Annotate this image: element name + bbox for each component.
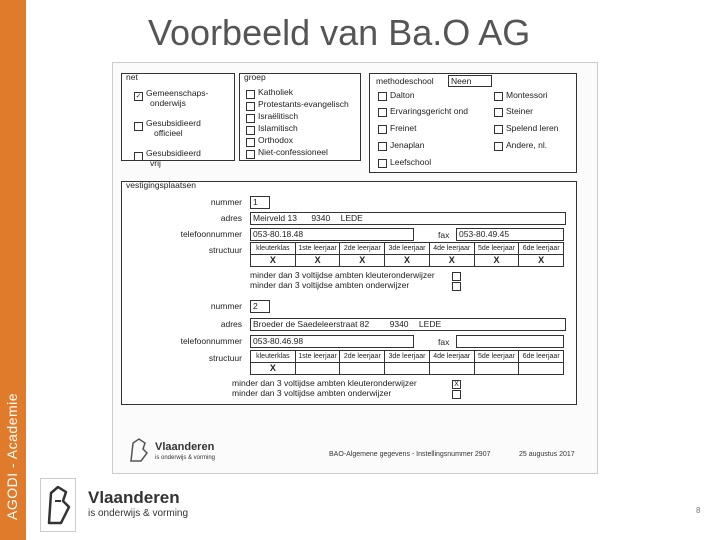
groep-label: groep [244, 72, 266, 82]
structuur-cell [385, 363, 429, 374]
methode-checkbox[interactable] [378, 142, 387, 151]
methode-checkbox[interactable] [378, 108, 387, 117]
methode-item: Jenaplan [390, 140, 425, 150]
logo-subtitle: is onderwijs & vorming [88, 508, 189, 519]
location-1-postcode: 9340 [311, 213, 331, 223]
structuur-header: 6de leerjaar [519, 243, 563, 255]
methode-checkbox[interactable] [494, 108, 503, 117]
adres-label: adres [220, 319, 242, 329]
structuur-cell [340, 363, 384, 374]
minder-kleuter-label: minder dan 3 voltijdse ambten kleuteronderwijzer [250, 270, 435, 280]
net-item-2b: officieel [154, 128, 183, 138]
location-1-telefoon: 053-80.18.48 [250, 228, 414, 241]
methode-item: Steiner [506, 106, 533, 116]
location-2-nummer: 2 [250, 300, 270, 313]
methode-item: Dalton [390, 90, 415, 100]
structuur-cell: X [404, 255, 411, 265]
location-2-postcode: 9340 [389, 319, 409, 329]
structuur-header: 4de leerjaar [430, 351, 474, 363]
lion-icon [40, 478, 76, 532]
location-1-adres: Meirveld 13 [253, 213, 297, 223]
structuur-cell: X [269, 255, 276, 265]
location-2-fax [456, 335, 564, 348]
structuur-cell: X [448, 255, 455, 265]
structuur-cell: X [359, 255, 366, 265]
location-2-minder-kleuter-checkbox[interactable]: X [452, 380, 461, 389]
location-2-adres: Broeder de Saedeleerstraat 82 [253, 319, 370, 329]
structuur-header: 4de leerjaar [430, 243, 474, 255]
form-footer-date: 25 augustus 2017 [519, 451, 575, 458]
location-1-minder-kleuter-checkbox[interactable] [452, 272, 461, 281]
location-1-gemeente: LEDE [340, 213, 363, 223]
fax-label: fax [438, 230, 450, 240]
location-2-telefoon: 053-80.46.98 [250, 335, 414, 348]
structuur-label: structuur [208, 353, 242, 363]
methode-checkbox[interactable] [378, 92, 387, 101]
groep-checkbox-6[interactable] [246, 150, 255, 159]
lion-icon [125, 435, 153, 465]
net-item-3: Gesubsidieerd [146, 148, 201, 158]
minder-kleuter-label: minder dan 3 voltijdse ambten kleuteronderwijzer [232, 378, 417, 388]
location-1-structuur-grid [250, 242, 564, 267]
groep-item: Israëlitisch [258, 111, 299, 121]
telefoon-label: telefoonnummer [180, 229, 242, 239]
location-1-adres-field [250, 212, 566, 225]
structuur-header: 1ste leerjaar [296, 243, 340, 255]
groep-checkbox-3[interactable] [246, 114, 255, 123]
structuur-header: 5de leerjaar [475, 351, 519, 363]
structuur-cell [296, 363, 340, 374]
location-1-minder-lager-checkbox[interactable] [452, 282, 461, 291]
groep-section [239, 73, 361, 161]
methode-checkbox[interactable] [494, 125, 503, 134]
methode-item: Leefschool [390, 157, 432, 167]
sidebar-band [0, 0, 26, 540]
structuur-header: 3de leerjaar [385, 351, 429, 363]
form-footer-logo [125, 435, 235, 465]
structuur-cell: X [314, 255, 321, 265]
nummer-label: nummer [210, 197, 242, 207]
location-2-gemeente: LEDE [418, 319, 442, 329]
net-checkbox-3[interactable] [134, 152, 143, 161]
net-item-1b: onderwijs [150, 98, 186, 108]
groep-checkbox-1[interactable] [246, 90, 255, 99]
form-footer-description: BAO-Algemene gegevens - Instellingsnummer 2907 [329, 451, 491, 458]
methode-item: Ervaringsgericht ond [390, 106, 468, 116]
net-item-2: Gesubsidieerd [146, 118, 201, 128]
structuur-label: structuur [208, 245, 242, 255]
structuur-cell: X [538, 255, 545, 265]
net-item-1: Gemeenschaps- [146, 88, 209, 98]
net-checkbox-2[interactable] [134, 122, 143, 131]
logo-name: Vlaanderen [88, 488, 180, 507]
location-1-nummer: 1 [250, 196, 270, 209]
structuur-cell: X [493, 255, 500, 265]
methode-checkbox[interactable] [494, 142, 503, 151]
groep-item: Islamitisch [258, 123, 298, 133]
groep-item: Niet-confessioneel [258, 147, 328, 157]
slide-title: Voorbeeld van Ba.O AG [148, 12, 531, 53]
net-label: net [126, 72, 138, 82]
methode-checkbox[interactable] [378, 159, 387, 168]
scanned-form [112, 62, 598, 474]
form-footer-brand: Vlaanderen [155, 441, 215, 453]
location-1-fax: 053-80.49.45 [456, 228, 564, 241]
structuur-cell [430, 363, 474, 374]
structuur-header: 1ste leerjaar [296, 351, 340, 363]
structuur-cell [475, 363, 519, 374]
minder-lager-label: minder dan 3 voltijdse ambten onderwijzer [250, 280, 410, 290]
groep-checkbox-5[interactable] [246, 138, 255, 147]
methodeschool-section [369, 73, 577, 173]
methode-checkbox[interactable] [494, 92, 503, 101]
structuur-cell [519, 363, 563, 374]
structuur-header: 2de leerjaar [340, 243, 384, 255]
groep-checkbox-4[interactable] [246, 126, 255, 135]
location-2-adres-field [250, 318, 566, 331]
sidebar-label: AGODI - Academie [4, 392, 20, 520]
methode-checkbox[interactable] [378, 125, 387, 134]
groep-checkbox-2[interactable] [246, 102, 255, 111]
vestigingsplaatsen-label: vestigingsplaatsen [126, 180, 196, 190]
location-2-minder-lager-checkbox[interactable] [452, 390, 461, 399]
structuur-header: 2de leerjaar [340, 351, 384, 363]
methode-item: Andere, nl. [506, 140, 548, 150]
minder-lager-label: minder dan 3 voltijdse ambten onderwijzer [232, 388, 392, 398]
structuur-cell: X [269, 363, 276, 373]
methode-item: Montessori [506, 90, 548, 100]
page-number: 8 [696, 506, 701, 515]
methodeschool-value: Neen [448, 75, 492, 87]
methodeschool-label: methodeschool [376, 76, 434, 86]
vestigingsplaatsen-section [121, 181, 577, 405]
fax-label: fax [438, 337, 450, 347]
structuur-header: kleuterklas [251, 243, 295, 255]
structuur-header: 3de leerjaar [385, 243, 429, 255]
groep-item: Katholiek [258, 87, 293, 97]
adres-label: adres [220, 213, 242, 223]
net-section [121, 72, 235, 168]
form-footer-brand-sub: is onderwijs & vorming [155, 455, 216, 461]
location-2-structuur-grid [250, 350, 564, 375]
groep-item: Protestants-evangelisch [258, 99, 349, 109]
methode-item: Spelend leren [506, 123, 559, 133]
net-checkbox-1[interactable]: ✓ [135, 93, 142, 100]
structuur-header: kleuterklas [251, 351, 295, 363]
structuur-header: 6de leerjaar [519, 351, 563, 363]
net-item-3b: vrij [150, 158, 161, 168]
methode-item: Freinet [390, 123, 417, 133]
telefoon-label: telefoonnummer [180, 336, 242, 346]
structuur-header: 5de leerjaar [475, 243, 519, 255]
groep-item: Orthodox [258, 135, 293, 145]
nummer-label: nummer [210, 301, 242, 311]
vlaanderen-logo [38, 474, 198, 534]
